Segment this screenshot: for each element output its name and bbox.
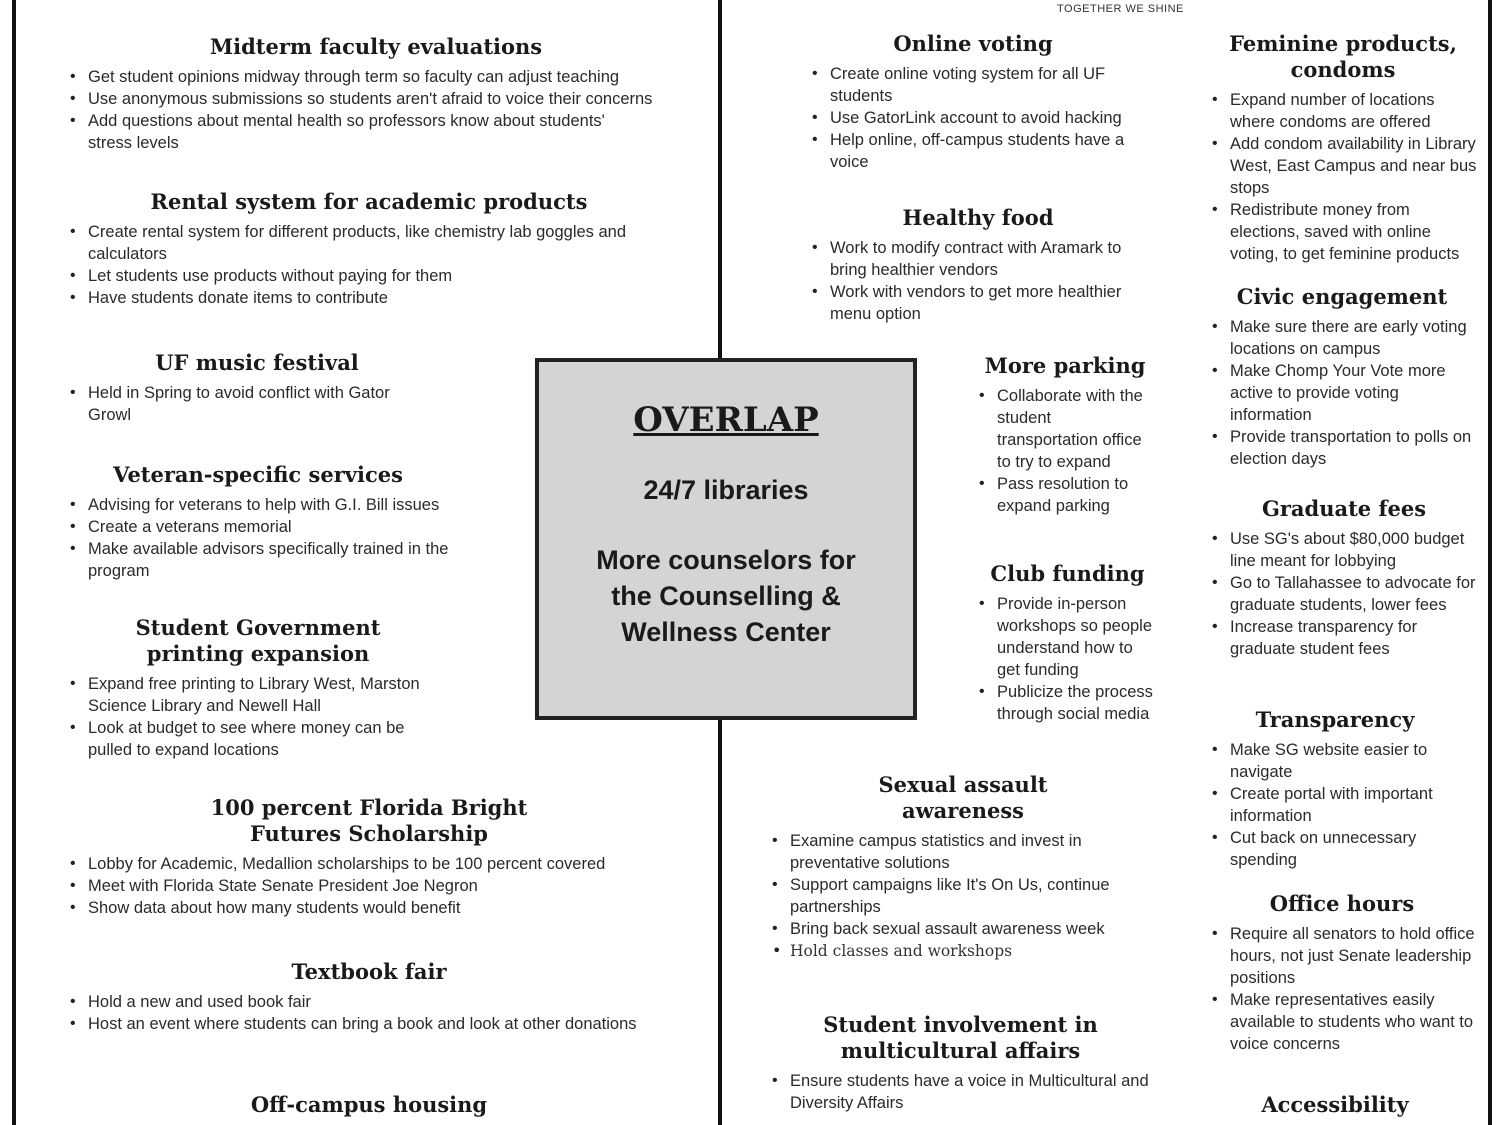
section-title: Sexual assault awareness bbox=[878, 772, 1048, 823]
section-title: Graduate fees bbox=[1261, 496, 1427, 521]
section-bright-futures bbox=[66, 795, 672, 919]
section-title: Student involvement in multicultural affairs bbox=[823, 1012, 1098, 1063]
list-item: • Ensure students have a voice in Multicultural and Diversity Affairs bbox=[768, 1070, 1153, 1114]
section-title: Office hours bbox=[1269, 891, 1415, 916]
list-item: • Cut back on unnecessary spending bbox=[1208, 827, 1462, 871]
list-item: • Provide in-person workshops so people understand how to get funding bbox=[975, 593, 1160, 681]
section-online-voting bbox=[808, 31, 1138, 173]
section-title: Civic engagement bbox=[1236, 284, 1448, 309]
right-border bbox=[1488, 0, 1492, 1125]
list-item: • Expand number of locations where condoms are offered bbox=[1208, 89, 1478, 133]
section-transparency bbox=[1208, 707, 1462, 871]
list-item: • Advising for veterans to help with G.I. Bill issues bbox=[66, 494, 450, 516]
list-item: • Use SG's about $80,000 budget line meant for lobbying bbox=[1208, 528, 1480, 572]
section-healthy-food bbox=[808, 205, 1148, 325]
section-title: Transparency bbox=[1255, 707, 1415, 732]
section-title: Healthy food bbox=[902, 205, 1054, 230]
overlap-title: OVERLAP bbox=[633, 400, 819, 440]
section-office-hours bbox=[1208, 891, 1476, 1055]
section-textbook-fair bbox=[66, 959, 672, 1035]
section-more-parking bbox=[975, 353, 1155, 517]
list-item: • Increase transparency for graduate student fees bbox=[1208, 616, 1480, 660]
list-item: • Make SG website easier to navigate bbox=[1208, 739, 1462, 783]
section-title: Feminine products, condoms bbox=[1229, 31, 1457, 82]
list-item: • Create portal with important information bbox=[1208, 783, 1462, 827]
section-title: Online voting bbox=[893, 31, 1053, 56]
section-title: UF music festival bbox=[155, 350, 359, 375]
section-title: Rental system for academic products bbox=[150, 189, 588, 214]
list-item: • Make sure there are early voting locations on campus bbox=[1208, 316, 1476, 360]
overlap-box bbox=[535, 358, 917, 720]
section-music-festival bbox=[66, 350, 448, 426]
list-item: • Make Chomp Your Vote more active to provide voting information bbox=[1208, 360, 1476, 426]
list-item: • Create online voting system for all UF students bbox=[808, 63, 1138, 107]
list-item: • Work with vendors to get more healthier menu option bbox=[808, 281, 1148, 325]
list-item: • Host an event where students can bring a book and look at other donations bbox=[66, 1013, 672, 1035]
list-item: • Examine campus statistics and invest in preventative solutions bbox=[768, 830, 1158, 874]
list-item: • Look at budget to see where money can be pulled to expand locations bbox=[66, 717, 450, 761]
section-multicultural-affairs bbox=[768, 1012, 1153, 1114]
section-printing-expansion bbox=[66, 615, 450, 761]
overlap-item: 24/7 libraries bbox=[643, 475, 809, 505]
list-item: • Meet with Florida State Senate President Joe Negron bbox=[66, 875, 672, 897]
list-item: • Have students donate items to contribute bbox=[66, 287, 672, 309]
list-item: • Use anonymous submissions so students aren't afraid to voice their concerns bbox=[66, 88, 686, 110]
section-club-funding bbox=[975, 561, 1160, 725]
section-title: 100 percent Florida Bright Futures Scholarship bbox=[210, 795, 528, 846]
list-item: • Hold classes and workshops bbox=[768, 940, 1158, 962]
list-item: • Hold a new and used book fair bbox=[66, 991, 672, 1013]
list-item: • Lobby for Academic, Medallion scholarships to be 100 percent covered bbox=[66, 853, 672, 875]
overlap-item: More counselors for the Counselling & Wellness Center bbox=[596, 545, 856, 647]
section-title: Student Government printing expansion bbox=[135, 615, 381, 666]
list-item: • Publicize the process through social media bbox=[975, 681, 1160, 725]
section-title: More parking bbox=[984, 353, 1146, 378]
section-rental-system bbox=[66, 189, 672, 309]
section-title: Veteran-specific services bbox=[113, 462, 403, 487]
list-item: • Pass resolution to expand parking bbox=[975, 473, 1155, 517]
list-item: • Provide transportation to polls on election days bbox=[1208, 426, 1476, 470]
section-civic-engagement bbox=[1208, 284, 1476, 470]
list-item: • Use GatorLink account to avoid hacking bbox=[808, 107, 1138, 129]
section-veteran-services bbox=[66, 462, 450, 582]
section-off-campus-housing bbox=[66, 1092, 672, 1124]
list-item: • Held in Spring to avoid conflict with Gator Growl bbox=[66, 382, 418, 426]
list-item: • Create a veterans memorial bbox=[66, 516, 450, 538]
section-midterm-evaluations bbox=[66, 34, 686, 154]
list-item: • Let students use products without paying for them bbox=[66, 265, 672, 287]
list-item: • Go to Tallahassee to advocate for graduate students, lower fees bbox=[1208, 572, 1480, 616]
list-item: • Get student opinions midway through term so faculty can adjust teaching bbox=[66, 66, 686, 88]
list-item: • Show data about how many students would benefit bbox=[66, 897, 672, 919]
list-item: • Add questions about mental health so professors know about students' stress levels bbox=[66, 110, 648, 154]
section-title: Off-campus housing bbox=[250, 1092, 488, 1117]
section-title: Textbook fair bbox=[291, 959, 447, 984]
list-item: • Support campaigns like It's On Us, continue partnerships bbox=[768, 874, 1158, 918]
section-title: Accessibility bbox=[1261, 1092, 1409, 1117]
list-item: • Make available advisors specifically trained in the program bbox=[66, 538, 450, 582]
list-item: • Redistribute money from elections, saved with online voting, to get feminine products bbox=[1208, 199, 1478, 265]
list-item: • Make representatives easily available to students who want to voice concerns bbox=[1208, 989, 1476, 1055]
section-title: Club funding bbox=[990, 561, 1145, 586]
section-feminine-products bbox=[1208, 31, 1478, 265]
list-item: • Create rental system for different products, like chemistry lab goggles and calculators bbox=[66, 221, 672, 265]
list-item: • Work to modify contract with Aramark to bring healthier vendors bbox=[808, 237, 1148, 281]
list-item: • Help online, off-campus students have a voice bbox=[808, 129, 1138, 173]
list-item: • Expand free printing to Library West, Marston Science Library and Newell Hall bbox=[66, 673, 450, 717]
list-item: • Require all senators to hold office hours, not just Senate leadership positions bbox=[1208, 923, 1476, 989]
section-sexual-assault bbox=[768, 772, 1158, 962]
list-item: • Add condom availability in Library West, East Campus and near bus stops bbox=[1208, 133, 1478, 199]
section-title: Midterm faculty evaluations bbox=[209, 34, 543, 59]
list-item: • Collaborate with the student transportation office to try to expand bbox=[975, 385, 1155, 473]
right-campaign-logo: TOGETHER WE SHINE bbox=[1057, 3, 1184, 15]
section-accessibility bbox=[1208, 1092, 1462, 1124]
list-item: • Bring back sexual assault awareness week bbox=[768, 918, 1158, 940]
section-graduate-fees bbox=[1208, 496, 1480, 660]
left-border bbox=[12, 0, 16, 1125]
